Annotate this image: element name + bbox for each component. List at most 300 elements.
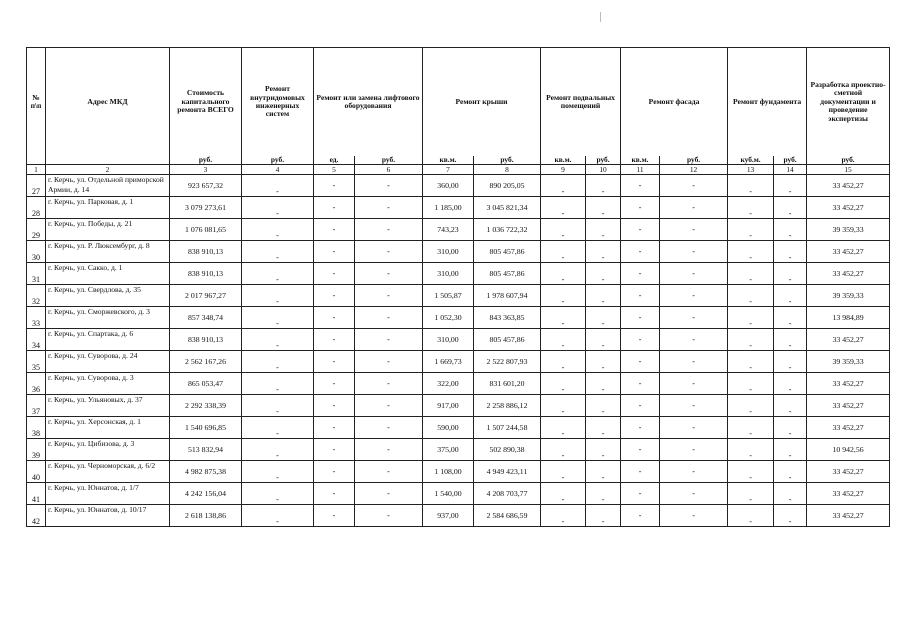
row-design-cost: 33 452,27 <box>807 373 890 395</box>
table-row <box>27 329 890 351</box>
row-design-cost: 10 942,56 <box>807 439 890 461</box>
row-basement-area-dash: - <box>541 197 586 219</box>
row-roof-cost: 1 507 244,58 <box>474 417 541 439</box>
row-facade-area-dash: - <box>621 307 660 329</box>
column-number: 3 <box>170 165 242 175</box>
row-facade-cost-dash: - <box>660 483 728 505</box>
row-roof-area: 1 052,30 <box>423 307 474 329</box>
row-number: 41 <box>27 483 46 505</box>
row-design-cost: 39 359,33 <box>807 219 890 241</box>
column-number: 13 <box>728 165 774 175</box>
row-basement-area-dash: - <box>541 505 586 527</box>
row-foundation-volume-dash: - <box>728 307 774 329</box>
row-total-cost: 838 910,13 <box>170 263 242 285</box>
column-numbers-row <box>27 165 890 175</box>
row-basement-area-dash: - <box>541 329 586 351</box>
row-number: 31 <box>27 263 46 285</box>
scan-mark <box>600 12 601 22</box>
row-facade-area-dash: - <box>621 351 660 373</box>
header-total: Стоимость капитального ремонта ВСЕГО <box>170 48 242 157</box>
table-row <box>27 351 890 373</box>
row-foundation-cost-dash: - <box>774 329 807 351</box>
table-row <box>27 307 890 329</box>
row-engineering-dash: - <box>242 417 314 439</box>
row-design-cost: 33 452,27 <box>807 417 890 439</box>
table-row <box>27 439 890 461</box>
row-foundation-cost-dash: - <box>774 395 807 417</box>
row-roof-cost: 502 890,38 <box>474 439 541 461</box>
row-basement-area-dash: - <box>541 373 586 395</box>
row-basement-area-dash: - <box>541 241 586 263</box>
row-total-cost: 2 017 967,27 <box>170 285 242 307</box>
row-foundation-cost-dash: - <box>774 285 807 307</box>
row-elevator-units-dash: - <box>314 197 355 219</box>
row-facade-cost-dash: - <box>660 241 728 263</box>
row-roof-area: 310,00 <box>423 329 474 351</box>
row-roof-cost: 1 036 722,32 <box>474 219 541 241</box>
row-elevator-units-dash: - <box>314 417 355 439</box>
row-elevator-units-dash: - <box>314 505 355 527</box>
row-facade-cost-dash: - <box>660 417 728 439</box>
column-number: 1 <box>27 165 46 175</box>
table-row <box>27 373 890 395</box>
row-total-cost: 923 657,32 <box>170 175 242 197</box>
row-number: 32 <box>27 285 46 307</box>
row-elevator-cost-dash: - <box>355 505 423 527</box>
row-address: г. Керчь, ул. Херсонская, д. 1 <box>46 417 170 439</box>
header-num: № п\п <box>27 48 46 157</box>
row-elevator-cost-dash: - <box>355 285 423 307</box>
row-foundation-volume-dash: - <box>728 483 774 505</box>
row-roof-cost: 831 601,20 <box>474 373 541 395</box>
row-number: 30 <box>27 241 46 263</box>
row-elevator-units-dash: - <box>314 329 355 351</box>
row-number: 28 <box>27 197 46 219</box>
row-basement-cost-dash: - <box>586 417 621 439</box>
row-facade-cost-dash: - <box>660 395 728 417</box>
row-roof-cost: 805 457,86 <box>474 263 541 285</box>
row-address: г. Керчь, ул. Черноморская, д. 6/2 <box>46 461 170 483</box>
row-elevator-units-dash: - <box>314 483 355 505</box>
row-number: 40 <box>27 461 46 483</box>
row-roof-cost: 805 457,86 <box>474 329 541 351</box>
row-total-cost: 2 562 167,26 <box>170 351 242 373</box>
row-facade-cost-dash: - <box>660 285 728 307</box>
row-engineering-dash: - <box>242 461 314 483</box>
row-number: 33 <box>27 307 46 329</box>
row-roof-area: 310,00 <box>423 263 474 285</box>
row-roof-area: 322,00 <box>423 373 474 395</box>
row-foundation-volume-dash: - <box>728 395 774 417</box>
row-engineering-dash: - <box>242 197 314 219</box>
row-foundation-volume-dash: - <box>728 197 774 219</box>
row-address: г. Керчь, ул. Сморжевского, д. 3 <box>46 307 170 329</box>
row-foundation-cost-dash: - <box>774 175 807 197</box>
row-address: г. Керчь, ул. Победы, д. 21 <box>46 219 170 241</box>
row-engineering-dash: - <box>242 263 314 285</box>
row-foundation-volume-dash: - <box>728 263 774 285</box>
row-facade-cost-dash: - <box>660 351 728 373</box>
row-engineering-dash: - <box>242 285 314 307</box>
row-facade-cost-dash: - <box>660 307 728 329</box>
row-engineering-dash: - <box>242 241 314 263</box>
header-roof: Ремонт крыши <box>423 48 541 157</box>
row-foundation-cost-dash: - <box>774 263 807 285</box>
row-engineering-dash: - <box>242 483 314 505</box>
row-elevator-units-dash: - <box>314 395 355 417</box>
row-engineering-dash: - <box>242 351 314 373</box>
row-elevator-cost-dash: - <box>355 417 423 439</box>
column-number: 7 <box>423 165 474 175</box>
table-row <box>27 285 890 307</box>
row-address: г. Керчь, ул. Ульяновых, д. 37 <box>46 395 170 417</box>
unit-cell: руб. <box>355 156 423 165</box>
row-facade-cost-dash: - <box>660 461 728 483</box>
row-engineering-dash: - <box>242 329 314 351</box>
row-number: 29 <box>27 219 46 241</box>
row-facade-area-dash: - <box>621 197 660 219</box>
column-number: 4 <box>242 165 314 175</box>
row-basement-cost-dash: - <box>586 197 621 219</box>
row-facade-area-dash: - <box>621 417 660 439</box>
row-basement-cost-dash: - <box>586 439 621 461</box>
row-basement-area-dash: - <box>541 395 586 417</box>
row-facade-cost-dash: - <box>660 197 728 219</box>
row-basement-cost-dash: - <box>586 329 621 351</box>
row-facade-cost-dash: - <box>660 219 728 241</box>
column-number: 5 <box>314 165 355 175</box>
unit-cell: руб. <box>170 156 242 165</box>
header-engineering: Ремонт внутридомовых инженерных систем <box>242 48 314 157</box>
table-row <box>27 219 890 241</box>
row-number: 39 <box>27 439 46 461</box>
row-total-cost: 2 292 338,39 <box>170 395 242 417</box>
row-elevator-units-dash: - <box>314 263 355 285</box>
row-number: 34 <box>27 329 46 351</box>
row-design-cost: 33 452,27 <box>807 175 890 197</box>
row-roof-area: 1 505,87 <box>423 285 474 307</box>
row-elevator-cost-dash: - <box>355 263 423 285</box>
capital-repair-table-page <box>26 47 890 527</box>
table-row <box>27 483 890 505</box>
table-row <box>27 505 890 527</box>
row-basement-cost-dash: - <box>586 461 621 483</box>
row-number: 27 <box>27 175 46 197</box>
row-design-cost: 33 452,27 <box>807 263 890 285</box>
column-number: 9 <box>541 165 586 175</box>
row-basement-area-dash: - <box>541 417 586 439</box>
row-facade-area-dash: - <box>621 175 660 197</box>
row-engineering-dash: - <box>242 307 314 329</box>
row-engineering-dash: - <box>242 439 314 461</box>
row-address: г. Керчь, ул. Отдельной приморской Армии, д. 14 <box>46 175 170 197</box>
row-roof-area: 360,00 <box>423 175 474 197</box>
row-foundation-volume-dash: - <box>728 219 774 241</box>
row-foundation-cost-dash: - <box>774 373 807 395</box>
row-address: г. Керчь, ул. Парковая, д. 1 <box>46 197 170 219</box>
row-foundation-volume-dash: - <box>728 439 774 461</box>
row-basement-cost-dash: - <box>586 219 621 241</box>
unit-cell: руб. <box>660 156 728 165</box>
row-basement-cost-dash: - <box>586 241 621 263</box>
row-roof-cost: 805 457,86 <box>474 241 541 263</box>
row-elevator-units-dash: - <box>314 461 355 483</box>
row-basement-cost-dash: - <box>586 263 621 285</box>
row-foundation-cost-dash: - <box>774 197 807 219</box>
row-roof-area: 917,00 <box>423 395 474 417</box>
row-design-cost: 33 452,27 <box>807 329 890 351</box>
row-roof-cost: 3 045 821,34 <box>474 197 541 219</box>
row-foundation-volume-dash: - <box>728 241 774 263</box>
row-facade-cost-dash: - <box>660 175 728 197</box>
row-facade-area-dash: - <box>621 285 660 307</box>
row-foundation-volume-dash: - <box>728 505 774 527</box>
row-basement-area-dash: - <box>541 175 586 197</box>
row-facade-cost-dash: - <box>660 505 728 527</box>
row-facade-area-dash: - <box>621 439 660 461</box>
row-basement-area-dash: - <box>541 351 586 373</box>
row-elevator-cost-dash: - <box>355 219 423 241</box>
row-elevator-units-dash: - <box>314 241 355 263</box>
row-total-cost: 865 053,47 <box>170 373 242 395</box>
row-facade-area-dash: - <box>621 241 660 263</box>
row-facade-area-dash: - <box>621 505 660 527</box>
row-number: 36 <box>27 373 46 395</box>
row-basement-cost-dash: - <box>586 175 621 197</box>
row-roof-cost: 890 205,05 <box>474 175 541 197</box>
row-foundation-cost-dash: - <box>774 461 807 483</box>
row-elevator-cost-dash: - <box>355 329 423 351</box>
row-roof-area: 1 540,00 <box>423 483 474 505</box>
row-engineering-dash: - <box>242 175 314 197</box>
table-row <box>27 197 890 219</box>
row-elevator-units-dash: - <box>314 219 355 241</box>
table-row <box>27 461 890 483</box>
row-basement-cost-dash: - <box>586 373 621 395</box>
row-basement-cost-dash: - <box>586 505 621 527</box>
row-basement-area-dash: - <box>541 219 586 241</box>
row-engineering-dash: - <box>242 395 314 417</box>
row-elevator-cost-dash: - <box>355 483 423 505</box>
row-basement-cost-dash: - <box>586 351 621 373</box>
row-roof-area: 310,00 <box>423 241 474 263</box>
header-facade: Ремонт фасада <box>621 48 728 157</box>
row-facade-area-dash: - <box>621 395 660 417</box>
header-foundation: Ремонт фундамента <box>728 48 807 157</box>
row-elevator-cost-dash: - <box>355 395 423 417</box>
units-row <box>27 156 890 165</box>
row-number: 37 <box>27 395 46 417</box>
row-foundation-volume-dash: - <box>728 417 774 439</box>
capital-repair-table <box>26 47 890 527</box>
row-roof-area: 1 669,73 <box>423 351 474 373</box>
row-total-cost: 2 618 138,86 <box>170 505 242 527</box>
row-design-cost: 33 452,27 <box>807 461 890 483</box>
unit-cell: ед. <box>314 156 355 165</box>
row-roof-cost: 2 522 807,93 <box>474 351 541 373</box>
row-total-cost: 1 540 696,85 <box>170 417 242 439</box>
column-number: 12 <box>660 165 728 175</box>
row-elevator-cost-dash: - <box>355 175 423 197</box>
row-address: г. Керчь, ул. Сакко, д. 1 <box>46 263 170 285</box>
unit-cell: куб.м. <box>728 156 774 165</box>
row-design-cost: 33 452,27 <box>807 197 890 219</box>
row-facade-area-dash: - <box>621 461 660 483</box>
row-facade-area-dash: - <box>621 219 660 241</box>
row-roof-cost: 843 363,85 <box>474 307 541 329</box>
row-basement-area-dash: - <box>541 307 586 329</box>
row-roof-cost: 2 258 886,12 <box>474 395 541 417</box>
row-foundation-volume-dash: - <box>728 351 774 373</box>
row-foundation-volume-dash: - <box>728 329 774 351</box>
table-body <box>27 175 890 527</box>
unit-cell: руб. <box>586 156 621 165</box>
row-foundation-cost-dash: - <box>774 351 807 373</box>
row-roof-area: 743,23 <box>423 219 474 241</box>
row-basement-cost-dash: - <box>586 395 621 417</box>
row-total-cost: 857 348,74 <box>170 307 242 329</box>
table-row <box>27 395 890 417</box>
row-address: г. Керчь, ул. Суворова, д. 3 <box>46 373 170 395</box>
row-roof-cost: 2 584 686,59 <box>474 505 541 527</box>
row-elevator-units-dash: - <box>314 373 355 395</box>
header-basement: Ремонт подвальных помещений <box>541 48 621 157</box>
row-roof-area: 375,00 <box>423 439 474 461</box>
row-design-cost: 33 452,27 <box>807 483 890 505</box>
row-number: 35 <box>27 351 46 373</box>
row-elevator-cost-dash: - <box>355 197 423 219</box>
row-elevator-cost-dash: - <box>355 351 423 373</box>
header-design: Разработка проектно-сметной документации и проведение экспертизы <box>807 48 890 157</box>
row-address: г. Керчь, ул. Юннатов, д. 1/7 <box>46 483 170 505</box>
row-facade-cost-dash: - <box>660 329 728 351</box>
row-address: г. Керчь, ул. Цибизова, д. 3 <box>46 439 170 461</box>
unit-cell: руб. <box>474 156 541 165</box>
row-elevator-cost-dash: - <box>355 241 423 263</box>
table-row <box>27 263 890 285</box>
row-design-cost: 33 452,27 <box>807 505 890 527</box>
row-foundation-cost-dash: - <box>774 483 807 505</box>
row-basement-area-dash: - <box>541 483 586 505</box>
row-foundation-volume-dash: - <box>728 461 774 483</box>
row-address: г. Керчь, ул. Свердлова, д. 35 <box>46 285 170 307</box>
unit-cell: руб. <box>807 156 890 165</box>
row-foundation-cost-dash: - <box>774 417 807 439</box>
table-row <box>27 241 890 263</box>
row-roof-cost: 4 208 703,77 <box>474 483 541 505</box>
row-foundation-cost-dash: - <box>774 439 807 461</box>
row-roof-area: 1 108,00 <box>423 461 474 483</box>
row-foundation-cost-dash: - <box>774 307 807 329</box>
row-basement-cost-dash: - <box>586 285 621 307</box>
column-number: 2 <box>46 165 170 175</box>
table-row <box>27 417 890 439</box>
row-basement-cost-dash: - <box>586 307 621 329</box>
header-address: Адрес МКД <box>46 48 170 157</box>
row-basement-area-dash: - <box>541 285 586 307</box>
row-number: 42 <box>27 505 46 527</box>
unit-cell: кв.м. <box>541 156 586 165</box>
row-facade-cost-dash: - <box>660 263 728 285</box>
row-address: г. Керчь, ул. Суворова, д. 24 <box>46 351 170 373</box>
column-number: 11 <box>621 165 660 175</box>
row-design-cost: 33 452,27 <box>807 395 890 417</box>
row-design-cost: 13 984,89 <box>807 307 890 329</box>
row-foundation-volume-dash: - <box>728 373 774 395</box>
row-elevator-cost-dash: - <box>355 373 423 395</box>
row-elevator-units-dash: - <box>314 175 355 197</box>
row-total-cost: 1 076 081,65 <box>170 219 242 241</box>
row-total-cost: 513 832,94 <box>170 439 242 461</box>
row-roof-area: 1 185,00 <box>423 197 474 219</box>
row-foundation-volume-dash: - <box>728 175 774 197</box>
row-roof-area: 590,00 <box>423 417 474 439</box>
row-address: г. Керчь, ул. Спартака, д. 6 <box>46 329 170 351</box>
row-total-cost: 838 910,13 <box>170 329 242 351</box>
row-facade-area-dash: - <box>621 483 660 505</box>
row-total-cost: 3 079 273,61 <box>170 197 242 219</box>
row-design-cost: 33 452,27 <box>807 241 890 263</box>
unit-cell: кв.м. <box>621 156 660 165</box>
row-roof-cost: 4 949 423,11 <box>474 461 541 483</box>
row-total-cost: 4 982 875,38 <box>170 461 242 483</box>
row-elevator-cost-dash: - <box>355 461 423 483</box>
row-design-cost: 39 359,33 <box>807 351 890 373</box>
column-number: 14 <box>774 165 807 175</box>
row-elevator-units-dash: - <box>314 285 355 307</box>
header-row <box>27 48 890 157</box>
row-elevator-units-dash: - <box>314 439 355 461</box>
row-roof-area: 937,00 <box>423 505 474 527</box>
column-number: 10 <box>586 165 621 175</box>
row-address: г. Керчь, ул. Юннатов, д. 10/17 <box>46 505 170 527</box>
row-foundation-cost-dash: - <box>774 241 807 263</box>
row-foundation-cost-dash: - <box>774 505 807 527</box>
column-number: 8 <box>474 165 541 175</box>
row-facade-cost-dash: - <box>660 439 728 461</box>
row-elevator-cost-dash: - <box>355 439 423 461</box>
header-elevator: Ремонт или замена лифтового оборудования <box>314 48 423 157</box>
row-facade-area-dash: - <box>621 329 660 351</box>
row-facade-area-dash: - <box>621 263 660 285</box>
unit-cell-empty <box>46 156 170 165</box>
column-number: 6 <box>355 165 423 175</box>
row-foundation-volume-dash: - <box>728 285 774 307</box>
row-basement-area-dash: - <box>541 461 586 483</box>
table-row <box>27 175 890 197</box>
row-elevator-units-dash: - <box>314 351 355 373</box>
unit-cell: руб. <box>774 156 807 165</box>
row-facade-area-dash: - <box>621 373 660 395</box>
row-basement-cost-dash: - <box>586 483 621 505</box>
unit-cell: кв.м. <box>423 156 474 165</box>
row-address: г. Керчь, ул. Р. Люксембург, д. 8 <box>46 241 170 263</box>
row-foundation-cost-dash: - <box>774 219 807 241</box>
row-basement-area-dash: - <box>541 263 586 285</box>
row-elevator-cost-dash: - <box>355 307 423 329</box>
row-roof-cost: 1 978 607,94 <box>474 285 541 307</box>
row-design-cost: 39 359,33 <box>807 285 890 307</box>
row-facade-cost-dash: - <box>660 373 728 395</box>
row-elevator-units-dash: - <box>314 307 355 329</box>
row-engineering-dash: - <box>242 505 314 527</box>
unit-cell: руб. <box>242 156 314 165</box>
row-total-cost: 4 242 156,04 <box>170 483 242 505</box>
column-number: 15 <box>807 165 890 175</box>
row-total-cost: 838 910,13 <box>170 241 242 263</box>
row-basement-area-dash: - <box>541 439 586 461</box>
row-engineering-dash: - <box>242 219 314 241</box>
